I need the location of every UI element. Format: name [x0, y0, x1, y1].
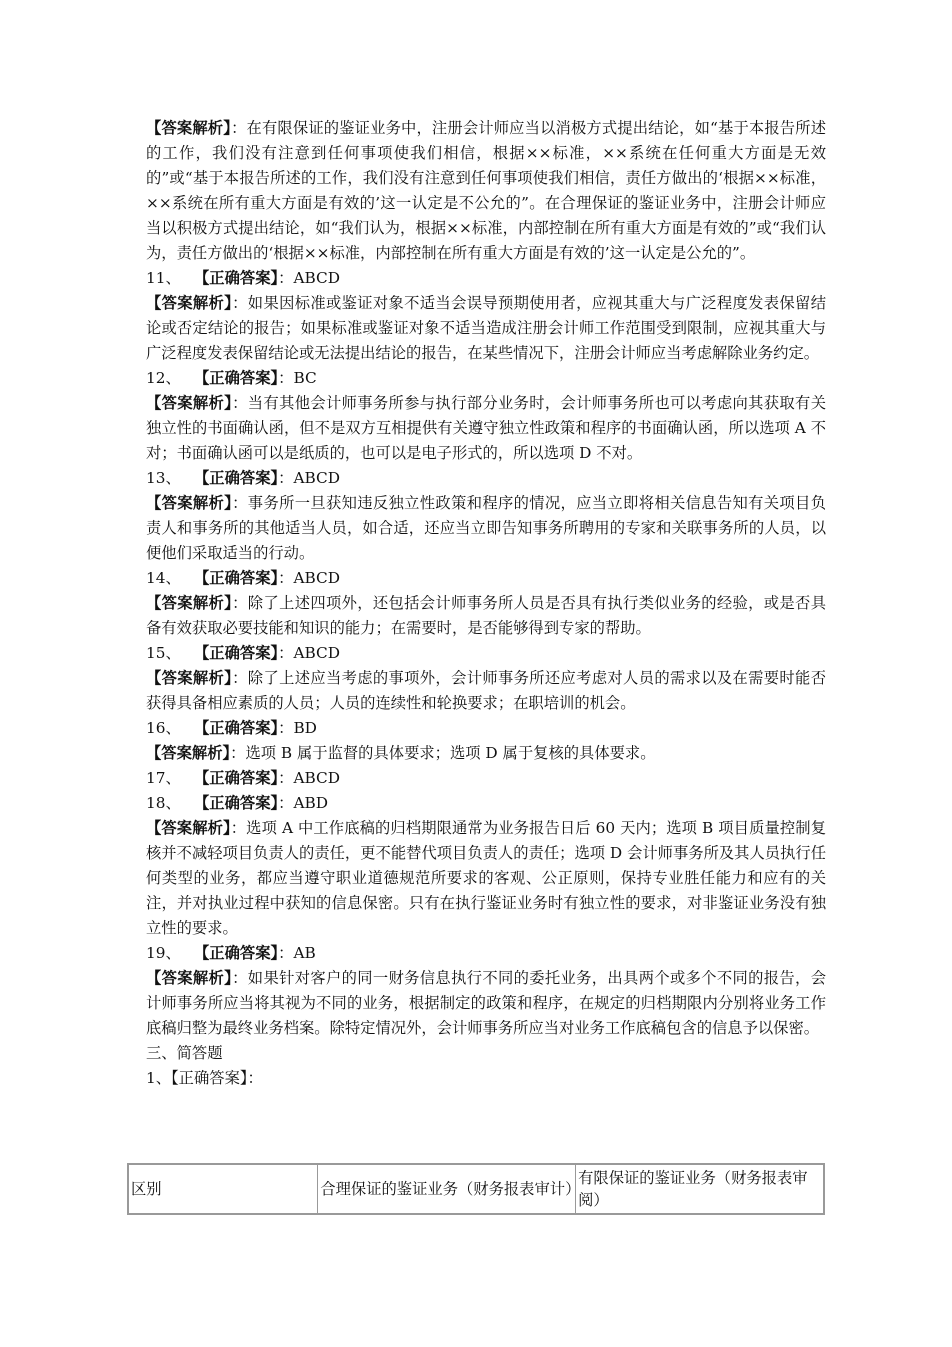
table-header-cell: 有限保证的鉴证业务（财务报表审阅）: [576, 1164, 824, 1214]
analysis-paragraph: 【答案解析】：除了上述四项外，还包括会计师事务所人员是否具有执行类似业务的经验，或是否具备有效获取必要技能和知识的能力；在需要时，是否能够得到专家的帮助。: [146, 594, 826, 637]
table-header-cell: 区别: [128, 1164, 318, 1214]
answer-line: 17、 【正确答案】：ABCD: [146, 769, 340, 787]
analysis-paragraph: 【答案解析】：除了上述应当考虑的事项外，会计师事务所还应考虑对人员的需求以及在需要时能否获得具备相应素质的人员；人员的连续性和轮换要求；在职培训的机会。: [146, 669, 826, 712]
answer-line: 14、 【正确答案】：ABCD: [146, 569, 340, 587]
answer-line: 18、 【正确答案】：ABD: [146, 794, 328, 812]
analysis-paragraph: 【答案解析】：当有其他会计师事务所参与执行部分业务时，会计师事务所也可以考虑向其获取有关独立性的书面确认函，但不是双方互相提供有关遵守独立性政策和程序的书面确认函，所以选项 A 不对；书面确认函可以是纸质的，也可以是电子形式的，所以选项 D 不对。: [146, 394, 826, 462]
answer-line: 11、 【正确答案】：ABCD: [146, 269, 340, 287]
section-heading: 三、简答题: [146, 1044, 223, 1062]
answer-content: [146, 116, 826, 1091]
analysis-paragraph: 【答案解析】：如果因标准或鉴证对象不适当会误导预期使用者，应视其重大与广泛程度发表保留结论或否定结论的报告；如果标准或鉴证对象不适当造成注册会计师工作范围受到限制，应视其重大与广泛程度发表保留结论或无法提出结论的报告，在某些情况下，注册会计师应当考虑解除业务约定。: [146, 294, 826, 362]
question-answer-heading: 1、【正确答案】：: [146, 1069, 263, 1087]
answer-line: 15、 【正确答案】：ABCD: [146, 644, 340, 662]
table-header-row: [128, 1164, 824, 1214]
analysis-paragraph: 【答案解析】：选项 B 属于监督的具体要求；选项 D 属于复核的具体要求。: [146, 744, 656, 762]
analysis-paragraph: 【答案解析】：如果针对客户的同一财务信息执行不同的委托业务，出具两个或多个不同的报告，会计师事务所应当将其视为不同的业务，根据制定的政策和程序，在规定的归档期限内分别将业务工作底稿归整为最终业务档案。除特定情况外，会计师事务所应当对业务工作底稿包含的信息予以保密。: [146, 969, 826, 1037]
answer-line: 16、 【正确答案】：BD: [146, 719, 317, 737]
answer-line: 19、 【正确答案】：AB: [146, 944, 316, 962]
analysis-paragraph: 【答案解析】：选项 A 中工作底稿的归档期限通常为业务报告日后 60 天内；选项 B 项目质量控制复核并不减轻项目负责人的责任，更不能替代项目负责人的责任；选项 D 会计师事务所及其人员执行任何类型的业务，都应当遵守职业道德规范所要求的客观、公正原则，保持专业胜任能力和应有的关注，并对执业过程中获知的信息保密。只有在执行鉴证业务时有独立性的要求，对非鉴证业务没有独立性的要求。: [146, 819, 826, 937]
analysis-paragraph: 【答案解析】：在有限保证的鉴证业务中，注册会计师应当以消极方式提出结论，如“基于本报告所述的工作，我们没有注意到任何事项使我们相信，根据××标准，××系统在任何重大方面是无效的”或“基于本报告所述的工作，我们没有注意到任何事项使我们相信，责任方做出的‘根据××标准，××系统在所有重大方面是有效的’这一认定是不公允的”。在合理保证的鉴证业务中，注册会计师应当以积极方式提出结论，如“我们认为，根据××标准，内部控制在所有重大方面是有效的”或“我们认为，责任方做出的‘根据××标准，内部控制在所有重大方面是有效的’这一认定是公允的”。: [146, 119, 826, 262]
answer-line: 13、 【正确答案】：ABCD: [146, 469, 340, 487]
answer-line: 12、 【正确答案】：BC: [146, 369, 317, 387]
comparison-table: [127, 1163, 825, 1215]
table-header-cell: 合理保证的鉴证业务（财务报表审计）: [318, 1164, 576, 1214]
analysis-paragraph: 【答案解析】：事务所一旦获知违反独立性政策和程序的情况，应当立即将相关信息告知有关项目负责人和事务所的其他适当人员，如合适，还应当立即告知事务所聘用的专家和关联事务所的人员，以便他们采取适当的行动。: [146, 494, 826, 562]
